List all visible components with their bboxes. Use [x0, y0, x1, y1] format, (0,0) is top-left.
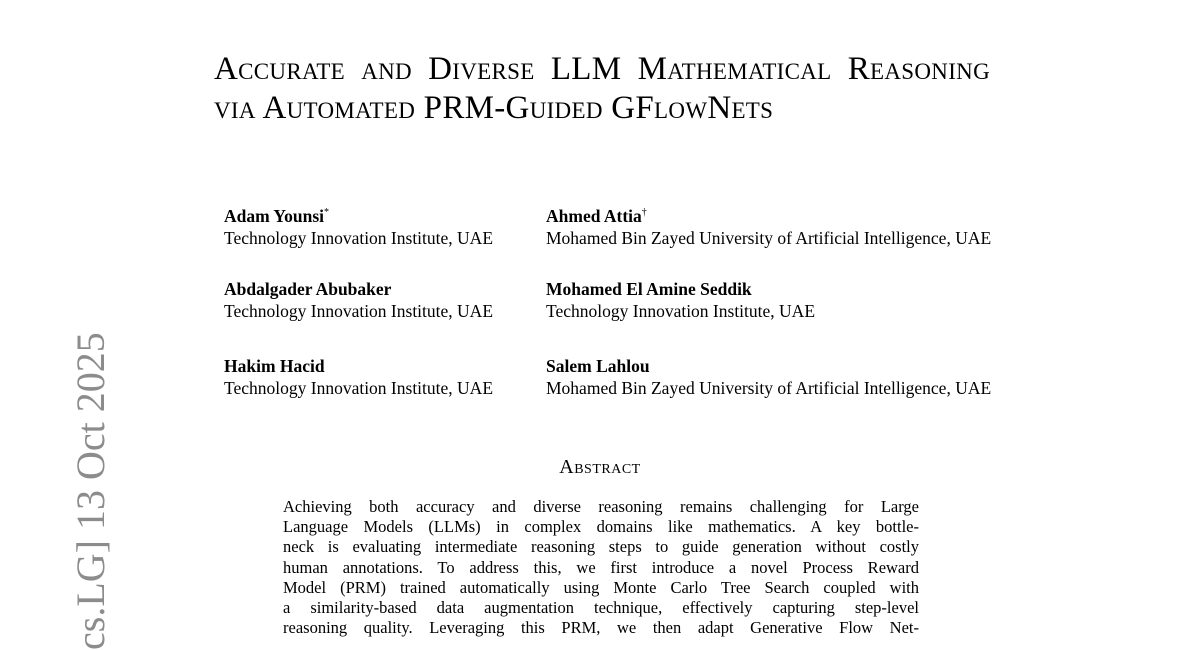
author-affiliation: Technology Innovation Institute, UAE [224, 227, 494, 248]
author-name: Hakim Hacid [224, 356, 325, 376]
abstract-line: a similarity-based data augmentation technique, effectively capturing step-level [283, 598, 919, 618]
author-name: Ahmed Attia [546, 205, 642, 226]
author-block [546, 202, 991, 249]
abstract-line: reasoning quality. Leveraging this PRM, we then adapt Generative Flow Net- [283, 618, 919, 638]
author-name: Salem Lahlou [546, 356, 650, 376]
arxiv-sidebar [27, 0, 113, 650]
abstract-line: Language Models (LLMs) in complex domains like mathematics. A key bottle- [283, 517, 919, 537]
author-affiliation: Technology Innovation Institute, UAE [224, 378, 494, 398]
arxiv-stamp: cs.LG] 13 Oct 2025 [68, 332, 113, 650]
author-footnote-mark: † [641, 207, 647, 218]
abstract-line: human annotations. To address this, we first introduce a novel Process Reward [283, 557, 919, 577]
abstract-heading: Abstract [559, 456, 641, 478]
abstract-line: Achieving both accuracy and diverse reasoning remains challenging for Large [283, 497, 919, 516]
author-affiliation: Mohamed Bin Zayed University of Artificial Intelligence, UAE [546, 227, 992, 248]
abstract-body [283, 497, 919, 638]
author-block [224, 355, 493, 399]
author-block [546, 355, 991, 399]
author-block [546, 278, 815, 322]
author-affiliation: Technology Innovation Institute, UAE [224, 301, 494, 321]
author-affiliation: Mohamed Bin Zayed University of Artificial Intelligence, UAE [546, 378, 992, 398]
abstract-line: neck is evaluating intermediate reasoning steps to guide generation without costly [283, 537, 919, 557]
author-block [224, 278, 493, 322]
author-name: Abdalgader Abubaker [224, 279, 392, 299]
author-block [224, 202, 493, 249]
abstract-line: Model (PRM) trained automatically using Monte Carlo Tree Search coupled with [283, 577, 919, 597]
author-footnote-mark: * [324, 207, 330, 218]
author-affiliation: Technology Innovation Institute, UAE [546, 301, 816, 321]
author-name: Adam Younsi [224, 205, 325, 226]
author-name: Mohamed El Amine Seddik [546, 279, 752, 299]
paper-title: Accurate and Diverse LLM Mathematical Reasoning via Automated PRM-Guided GFlowNets [214, 51, 990, 126]
